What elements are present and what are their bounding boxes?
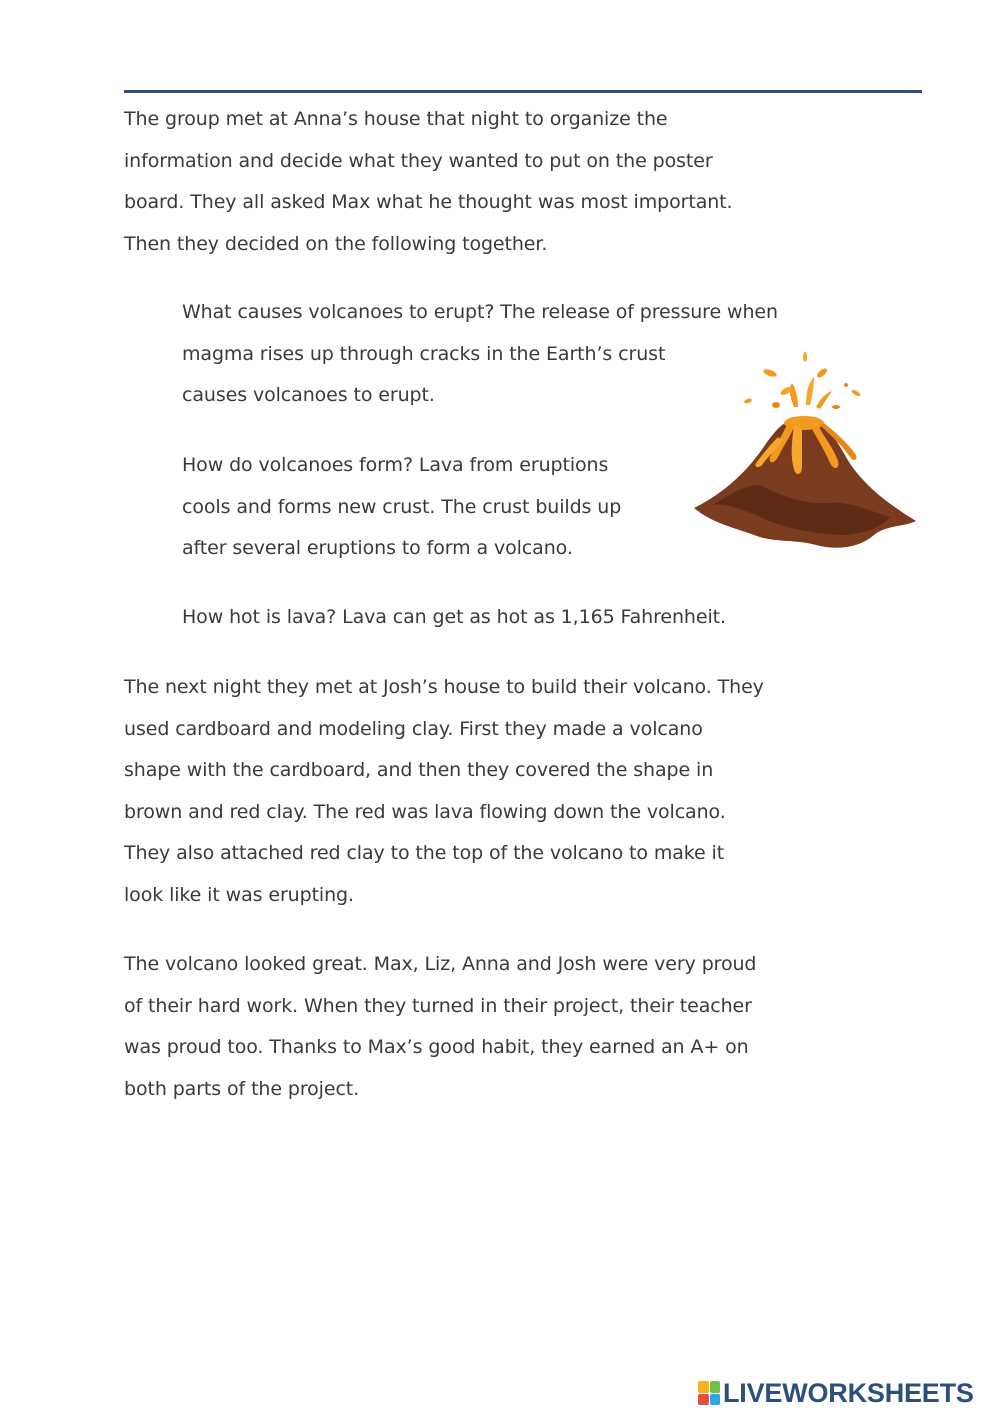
paragraph-line: information and decide what they wanted to put on the poster	[124, 149, 713, 172]
paragraph-line: The group met at Anna’s house that night to organize the	[124, 108, 668, 130]
paragraph-line: board. They all asked Max what he thought was most important.	[124, 191, 733, 213]
paragraph-line: of their hard work. When they turned in their project, their teacher	[124, 994, 752, 1017]
liveworksheets-branding	[698, 1378, 974, 1408]
logo-tile	[698, 1381, 709, 1393]
paragraph-intro	[124, 99, 732, 265]
paragraph-line: brown and red clay. The red was lava flowing down the volcano.	[124, 800, 726, 823]
paragraph-line: both parts of the project.	[124, 1077, 360, 1100]
logo-tile	[710, 1394, 721, 1406]
paragraph-line: shape with the cardboard, and then they covered the shape in	[124, 759, 714, 781]
volcano-icon	[690, 345, 920, 565]
paragraph-build	[124, 667, 764, 916]
paragraph-line: The next night they met at Josh’s house to build their volcano. They	[124, 676, 764, 698]
fact-eruption	[182, 292, 778, 417]
paragraph-line: They also attached red clay to the top of the volcano to make it	[124, 842, 725, 864]
paragraph-line: cools and forms new crust. The crust builds up	[182, 495, 622, 518]
fact-formation	[182, 445, 621, 570]
liveworksheets-logo-icon	[698, 1381, 720, 1405]
logo-tile	[698, 1394, 709, 1406]
paragraph-line: What causes volcanoes to erupt? The release of pressure when	[182, 301, 778, 323]
logo-tile	[710, 1381, 721, 1393]
paragraph-line: Then they decided on the following together.	[124, 232, 548, 255]
paragraph-line: causes volcanoes to erupt.	[182, 384, 435, 406]
paragraph-line: How hot is lava? Lava can get as hot as 1,165 Fahrenheit.	[182, 606, 726, 628]
paragraph-conclusion	[124, 944, 756, 1110]
paragraph-line: The volcano looked great. Max, Liz, Anna and Josh were very proud	[124, 953, 757, 975]
paragraph-line: look like it was erupting.	[124, 883, 354, 906]
paragraph-line: was proud too. Thanks to Max’s good habit, they earned an A+ on	[124, 1036, 749, 1058]
paragraph-line: magma rises up through cracks in the Earth’s crust	[182, 342, 666, 365]
fact-lava-temperature	[182, 597, 726, 639]
paragraph-line: after several eruptions to form a volcano.	[182, 537, 573, 559]
paragraph-line: How do volcanoes form? Lava from eruptions	[182, 454, 609, 476]
paragraph-line: used cardboard and modeling clay. First they made a volcano	[124, 717, 703, 740]
brand-text: LIVEWORKSHEETS	[723, 1377, 974, 1408]
header-rule	[124, 90, 922, 93]
